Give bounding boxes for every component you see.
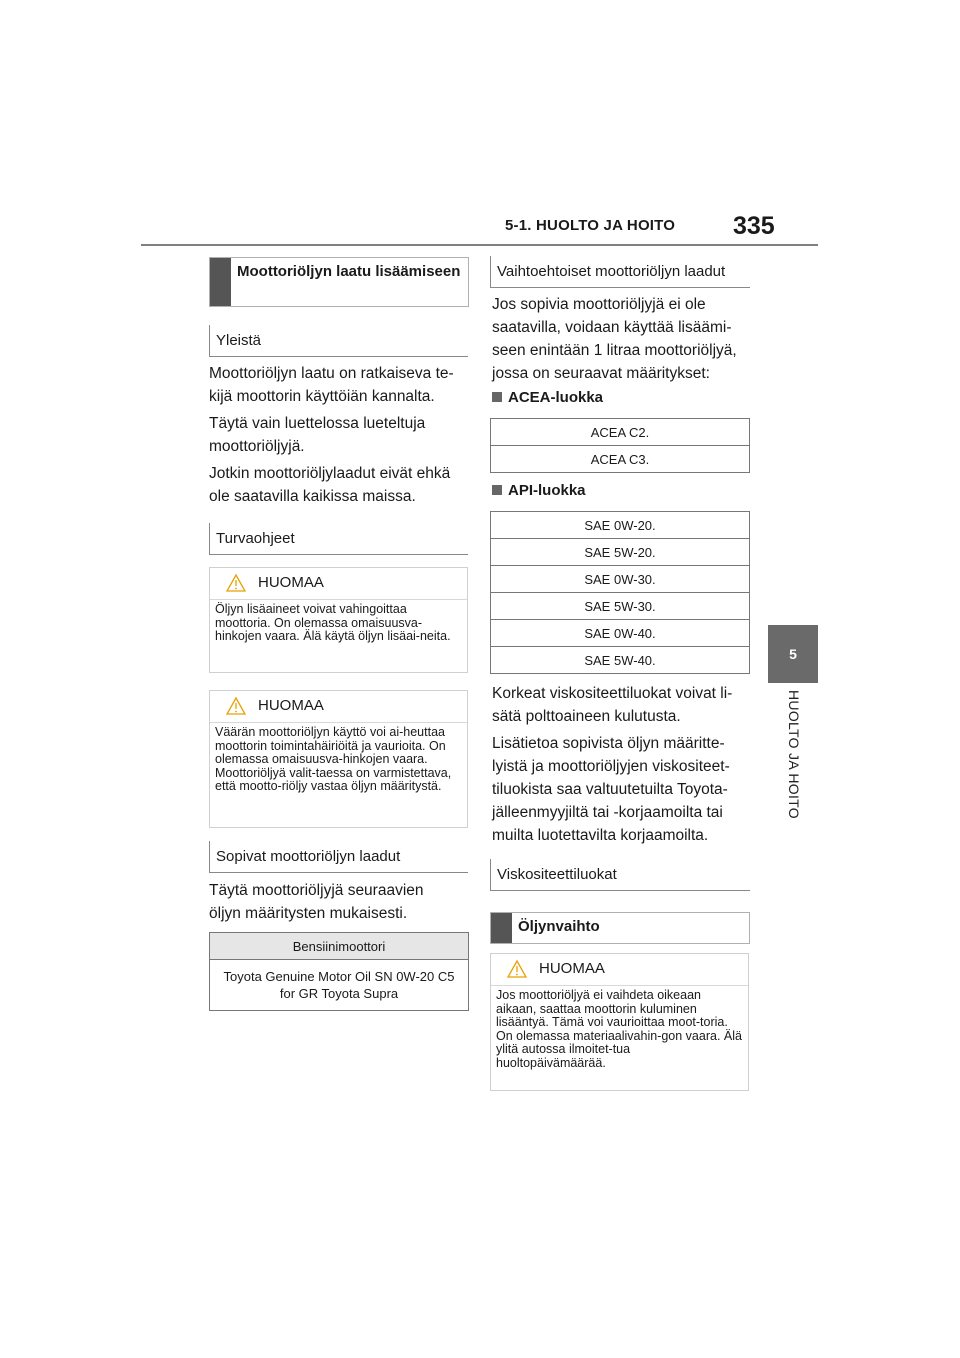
- heading-bar: [210, 258, 231, 306]
- paragraph: Jotkin moottoriöljylaadut eivät ehkä ole saatavilla kaikissa maissa.: [209, 465, 451, 505]
- table-cell: ACEA C2.: [491, 419, 750, 446]
- section-title: 5-1. HUOLTO JA HOITO: [505, 217, 676, 234]
- engine-oil-table: [209, 932, 469, 1011]
- warning-box: [209, 567, 468, 673]
- warning-header: [210, 568, 467, 600]
- table-cell: ACEA C3.: [491, 446, 750, 473]
- alternative-paragraph: Jos sopivia moottoriöljyjä ei ole saatavilla, voidaan käyttää lisäämi-seen enintään 1 litraa moottoriöljyä, jossa on seuraavat määritykset:: [492, 296, 737, 382]
- subheading-alternative: Vaihtoehtoiset moottoriöljyn laadut: [490, 256, 750, 288]
- warning-text: Öljyn lisäaineet voivat vahingoittaa moottoria. On olemassa omaisuusva-hinkojen vaara. Älä käytä öljyn lisäai-neita.: [215, 602, 451, 643]
- warning-text: Väärän moottoriöljyn käyttö voi ai-heuttaa moottorin toimintahäiriöitä ja vaurioita. On olemassa omaisuusva-hinkojen vaara. Moottoriöljyä valit-taessa on varmistettava, että mootto-riöljy vastaa öljyn määritystä.: [215, 725, 452, 793]
- subheading-safety: Turvaohjeet: [209, 523, 468, 555]
- warning-triangle-icon: [226, 697, 246, 715]
- oil-change-heading-box: [490, 912, 750, 944]
- warning-triangle-icon: [226, 574, 246, 592]
- bullet-square-icon: [492, 392, 502, 402]
- acea-table: [490, 418, 750, 473]
- paragraph: Täytä vain luettelossa lueteltuja moottoriöljyjä.: [209, 415, 426, 455]
- table-cell: SAE 0W-30.: [491, 566, 750, 593]
- chapter-tab-label: HUOLTO JA HOITO: [786, 690, 802, 819]
- warning-title: HUOMAA: [258, 574, 324, 591]
- acea-heading: [492, 389, 603, 406]
- warning-text: Jos moottoriöljyä ei vaihdeta oikeaan aikaan, saattaa moottorin kuluminen lisääntyä. Tämä voi vaurioittaa moot-toria. On olemassa materiaalivahin-gon vaara. Älä ylitä autossa ilmoitet-tua huoltopäivämäärää.: [496, 988, 742, 1070]
- warning-box: [490, 953, 749, 1091]
- warning-triangle-icon: [507, 960, 527, 978]
- main-heading: Moottoriöljyn laatu lisäämiseen: [237, 263, 461, 280]
- warning-box: [209, 690, 468, 828]
- warning-header: [210, 691, 467, 723]
- warning-header: [491, 954, 748, 986]
- heading-bar: [491, 913, 512, 943]
- table-cell: SAE 5W-30.: [491, 593, 750, 620]
- table-cell: SAE 0W-20.: [491, 512, 750, 539]
- chapter-tab: 5: [768, 625, 818, 683]
- main-heading-box: [209, 257, 469, 307]
- suitable-paragraph: Täytä moottoriöljyjä seuraavien öljyn määritysten mukaisesti.: [209, 882, 424, 922]
- header-divider: [141, 244, 818, 246]
- table-cell: SAE 5W-40.: [491, 647, 750, 674]
- paragraph: Lisätietoa sopivista öljyn määritte-lyistä ja moottoriöljyjen viskositeet-tiluokista saa valtuutetuilta Toyota-jälleenmyyjiltä tai -korjaamoilta tai muilta luotettavilta korjaamoilta.: [492, 735, 730, 844]
- table-cell: SAE 0W-40.: [491, 620, 750, 647]
- general-text-block: [209, 362, 471, 508]
- bullet-square-icon: [492, 485, 502, 495]
- warning-title: HUOMAA: [539, 960, 605, 977]
- subheading-general: Yleistä: [209, 325, 468, 357]
- api-heading-label: API-luokka: [508, 482, 586, 499]
- paragraph: Korkeat viskositeettiluokat voivat li-sätä polttoaineen kulutusta.: [492, 685, 733, 725]
- api-table: [490, 511, 750, 674]
- oil-change-heading: Öljynvaihto: [518, 918, 600, 935]
- page-number: 335: [733, 212, 775, 240]
- api-heading: [492, 482, 586, 499]
- warning-title: HUOMAA: [258, 697, 324, 714]
- table-header: Bensiinimoottori: [210, 933, 469, 960]
- table-cell: SAE 5W-20.: [491, 539, 750, 566]
- subheading-suitable: Sopivat moottoriöljyn laadut: [209, 841, 468, 873]
- table-cell: Toyota Genuine Motor Oil SN 0W-20 C5 for GR Toyota Supra: [210, 960, 469, 1011]
- subheading-viscosity: Viskositeettiluokat: [490, 859, 750, 891]
- acea-heading-label: ACEA-luokka: [508, 389, 604, 406]
- paragraph: Moottoriöljyn laatu on ratkaiseva te-kijä moottorin käyttöiän kannalta.: [209, 365, 454, 405]
- viscosity-text-block: [492, 682, 750, 847]
